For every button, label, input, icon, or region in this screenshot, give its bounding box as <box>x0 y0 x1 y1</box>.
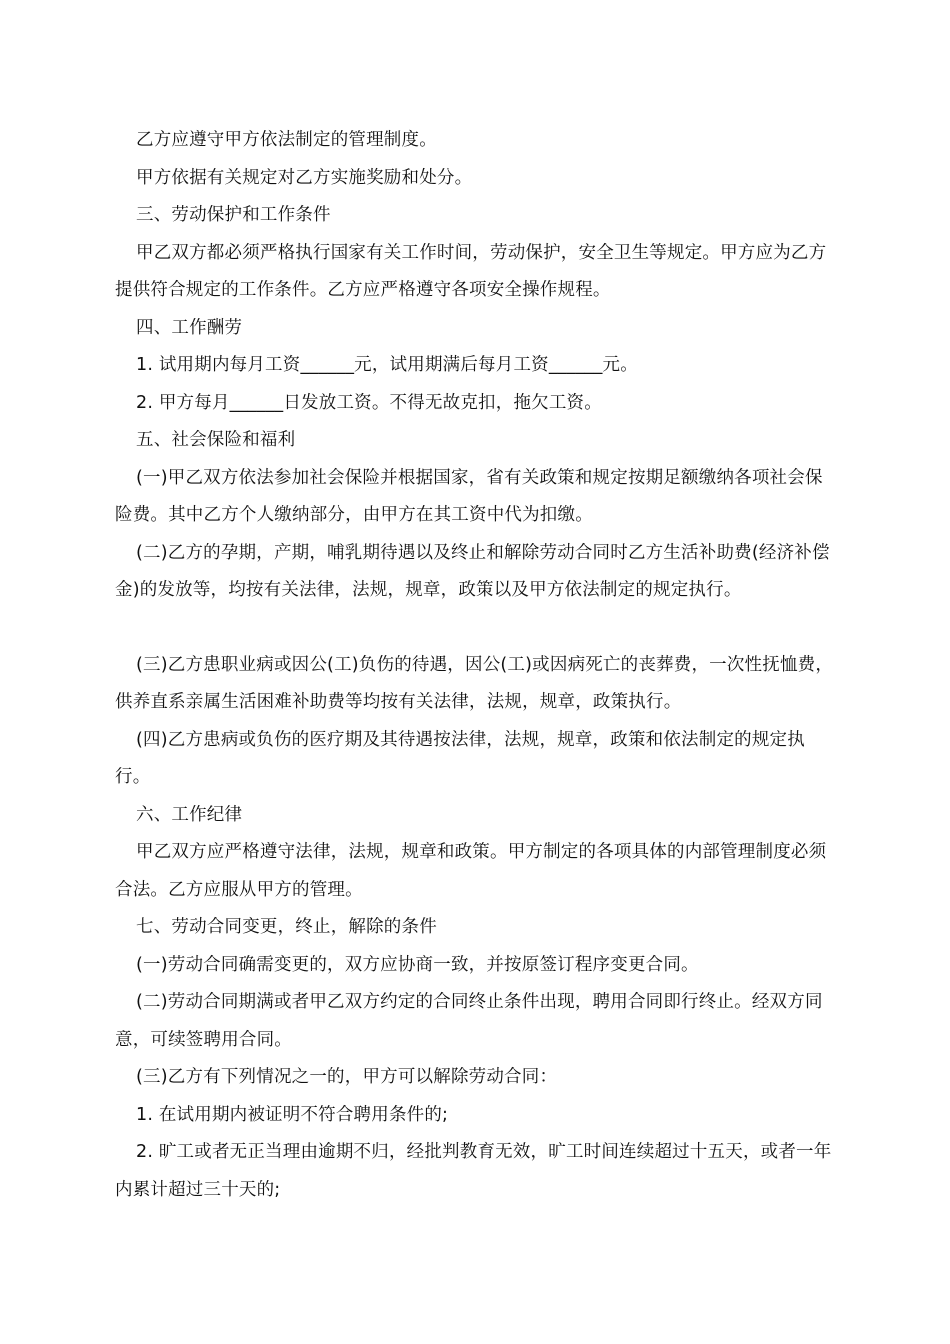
paragraph-contract-change-3: (三)乙方有下列情况之一的，甲方可以解除劳动合同： <box>136 1067 558 1087</box>
paragraph-insurance-1: (一)甲乙双方依法参加社会保险并根据国家，省有关政策和规定按期足额缴纳各项社会保险费。其中乙方个人缴纳部分，由甲方在其工资中代为扣缴。 <box>115 467 823 525</box>
paragraph-salary-amount: 1. 试用期内每月工资______元，试用期满后每月工资______元。 <box>136 355 638 375</box>
paragraph-contract-change-1: (一)劳动合同确需变更的，双方应协商一致，并按原签订程序变更合同。 <box>136 954 699 975</box>
list-item-absence: 2. 旷工或者无正当理由逾期不归，经批判教育无效，旷工时间连续超过十五天，或者一年内累计超过三十天的; <box>115 1142 832 1200</box>
paragraph-rewards-penalties: 甲方依据有关规定对乙方实施奖励和处分。 <box>136 167 473 188</box>
paragraph-insurance-2: (二)乙方的孕期，产期，哺乳期待遇以及终止和解除劳动合同时乙方生活补助费(经济补偿金)的发放等，均按有关法律，法规，规章，政策以及甲方依法制定的规定执行。 <box>115 542 830 600</box>
list-item-probation: 1. 在试用期内被证明不符合聘用条件的; <box>136 1104 449 1125</box>
document-body <box>115 122 837 1209</box>
paragraph-management-rules: 乙方应遵守甲方依法制定的管理制度。 <box>136 130 437 150</box>
paragraph-insurance-4: (四)乙方患病或负伤的医疗期及其待遇按法律，法规，规章，政策和依法制定的规定执行。 <box>115 729 805 787</box>
section-heading-labor-protection: 三、劳动保护和工作条件 <box>136 205 331 225</box>
paragraph-labor-protection: 甲乙双方都必须严格执行国家有关工作时间，劳动保护，安全卫生等规定。甲方应为乙方提供符合规定的工作条件。乙方应严格遵守各项安全操作规程。 <box>115 242 827 300</box>
section-heading-remuneration: 四、工作酬劳 <box>136 317 243 338</box>
paragraph-salary-payday: 2. 甲方每月______日发放工资。不得无故克扣，拖欠工资。 <box>136 392 602 413</box>
paragraph-spacer <box>115 610 837 647</box>
paragraph-contract-change-2: (二)劳动合同期满或者甲乙双方约定的合同终止条件出现，聘用合同即行终止。经双方同意，可续签聘用合同。 <box>115 992 823 1050</box>
paragraph-discipline: 甲乙双方应严格遵守法律，法规，规章和政策。甲方制定的各项具体的内部管理制度必须合法。乙方应服从甲方的管理。 <box>115 842 827 900</box>
section-heading-social-insurance: 五、社会保险和福利 <box>136 430 296 450</box>
section-heading-discipline: 六、工作纪律 <box>136 804 243 825</box>
paragraph-insurance-3: (三)乙方患职业病或因公(工)负伤的待遇，因公(工)或因病死亡的丧葬费，一次性抚恤费，供养直系亲属生活困难补助费等均按有关法律，法规，规章，政策执行。 <box>115 654 834 712</box>
section-heading-contract-change: 七、劳动合同变更，终止，解除的条件 <box>136 917 437 937</box>
